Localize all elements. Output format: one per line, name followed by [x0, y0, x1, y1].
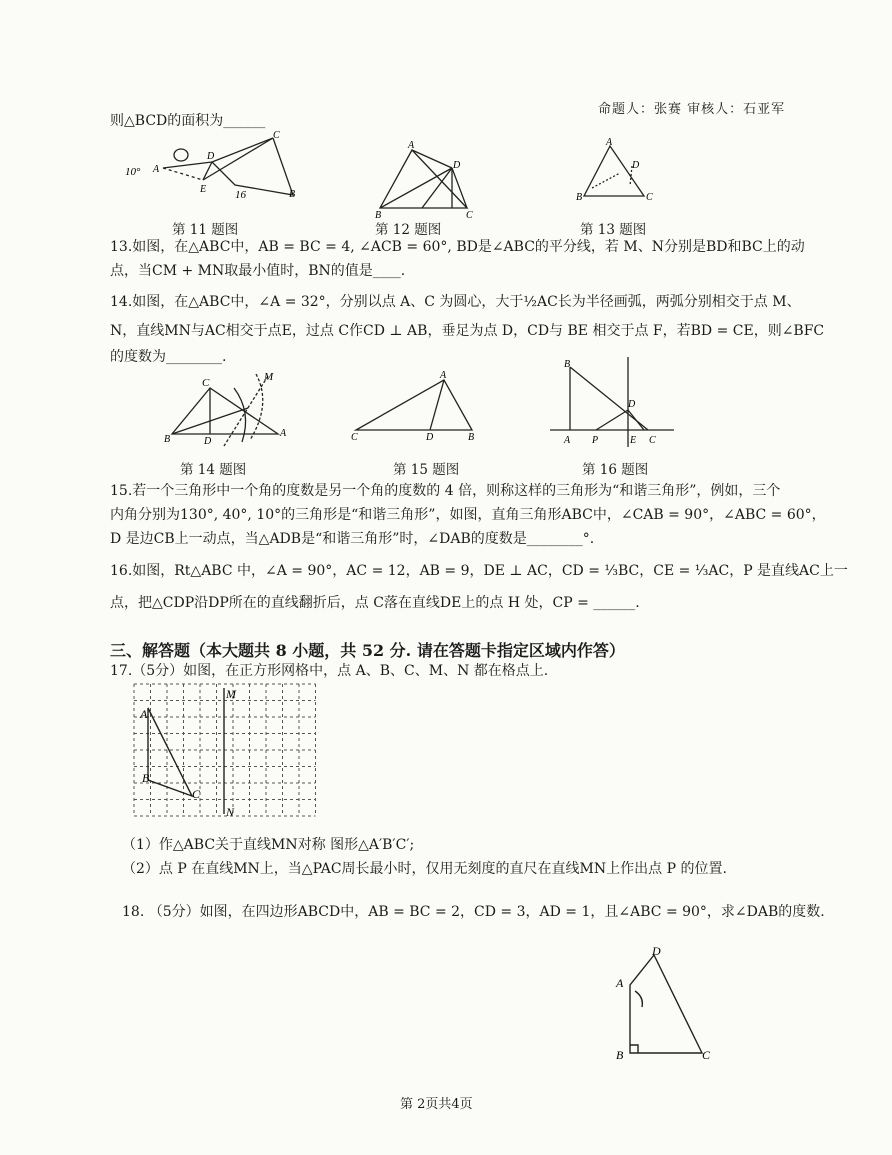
fig12-label-c: C	[466, 210, 473, 218]
fig13-seg1	[592, 173, 620, 188]
fig11-label-c: C	[273, 130, 280, 141]
fig16-de	[628, 410, 644, 430]
fig11-mark: 16	[235, 189, 246, 200]
fig16-label-p: P	[592, 435, 599, 446]
q13-line1: 13.如图，在△ABC中，AB = BC = 4, ∠ACB = 60°, BD是∠ABC的平分线，若 M、N分别是BD和BC上的动	[110, 239, 805, 255]
fig17-label-m: M	[226, 687, 236, 701]
fig18-quadrilateral	[630, 955, 702, 1053]
q14-line3: 的度数为________.	[110, 349, 227, 365]
fig17-label-a: A	[140, 707, 148, 721]
fig12-ad	[412, 150, 452, 168]
fig12-triangle	[380, 150, 467, 208]
q15-line3: D 是边CB上一动点，当△ADB是“和谐三角形”时，∠DAB的度数是________°.	[110, 531, 595, 547]
q17-line1: 17.（5分）如图，在正方形网格中，点 A、B、C、M、N 都在格点上.	[110, 663, 549, 679]
fig13-label-b: B	[576, 192, 583, 203]
fig11-ae	[163, 168, 203, 180]
figure-11	[115, 130, 315, 200]
fig18-label-b: B	[616, 1048, 624, 1062]
fig11-quad	[212, 138, 293, 195]
fig15-label-d: D	[426, 432, 434, 443]
caption-16: 第 16 题图	[582, 462, 649, 478]
fig17-label-b: B	[142, 771, 150, 785]
fig11-angle: 10°	[125, 166, 141, 178]
fig14-label-d: D	[204, 436, 212, 447]
fig14-label-c: C	[202, 377, 210, 389]
fig12-label-d: D	[453, 160, 461, 171]
fig15-triangle	[356, 380, 472, 430]
fig16-label-a: A	[564, 435, 571, 446]
q13-line2: 点，当CM + MN取最小值时，BN的值是____.	[110, 263, 406, 279]
fig17-label-n: N	[226, 805, 235, 819]
fig18-right-angle	[630, 1045, 638, 1053]
fig14-mn	[224, 376, 268, 446]
fig13-label-c: C	[646, 192, 653, 203]
caption-11: 第 11 题图	[172, 222, 239, 238]
figure-14	[160, 368, 290, 448]
q16-line1: 16.如图，Rt△ABC 中，∠A = 90°，AC = 12，AB = 9，DE ⊥ AC，CD = ⅓BC，CE = ⅓AC，P 是直线AC上一	[110, 563, 848, 579]
figure-16	[548, 355, 678, 450]
fig18-label-c: C	[702, 1048, 711, 1062]
q15-line1: 15.若一个三角形中一个角的度数是另一个角的度数的 4 倍，则称这样的三角形为“和谐三角形”，例如，三个	[110, 483, 781, 499]
q14-line2: N，直线MN与AC相交于点E，过点 C作CD ⊥ AB，垂足为点 D，CD与 BE 相交于点 F，若BD = CE，则∠BFC	[110, 323, 825, 339]
fig15-label-a: A	[440, 370, 447, 381]
page-footer: 第 2页共4页	[400, 1097, 473, 1112]
fig15-label-c: C	[351, 432, 358, 443]
caption-13: 第 13 题图	[580, 222, 647, 238]
q11-continuation: 则△BCD的面积为______	[110, 113, 266, 129]
fig11-label-b: B	[289, 189, 296, 200]
q16-line2: 点，把△CDP沿DP所在的直线翻折后，点 C落在直线DE上的点 H 处，CP = ______.	[110, 595, 640, 611]
fig11-ad	[163, 162, 212, 168]
fig14-label-a: A	[280, 428, 287, 439]
figure-13	[572, 138, 662, 208]
caption-14: 第 14 题图	[180, 462, 247, 478]
fig15-label-b: B	[468, 432, 475, 443]
fig12-dc	[452, 168, 467, 208]
fig11-label-e: E	[200, 184, 207, 195]
fig13-triangle	[584, 146, 644, 196]
fig16-label-c: C	[649, 435, 656, 446]
q18-text: 18. （5分）如图，在四边形ABCD中，AB = BC = 2，CD = 3，AD = 1，且∠ABC = 90°，求∠DAB的度数.	[122, 904, 825, 920]
fig18-angle-mark	[635, 991, 642, 1007]
q17-part1: （1）作△ABC关于直线MN对称 图形△A′B′C′;	[122, 837, 415, 853]
figure-18	[608, 945, 718, 1065]
figure-17-grid	[128, 680, 318, 820]
fig14-label-m: M	[264, 371, 274, 383]
figure-15	[350, 370, 485, 445]
figure-12	[370, 138, 480, 218]
fig18-label-d: D	[652, 945, 661, 958]
fig12-label-a: A	[408, 140, 415, 151]
fig13-label-d: D	[632, 160, 640, 171]
fig14-label-b: B	[164, 434, 171, 445]
fig13-label-a: A	[606, 138, 613, 148]
fig16-dp	[596, 410, 628, 430]
fig12-label-b: B	[375, 210, 382, 218]
caption-12: 第 12 题图	[375, 222, 442, 238]
credits: 命题人：张赛 审核人：石亚军	[598, 102, 786, 117]
fig11-label-a: A	[153, 164, 160, 175]
q15-line2: 内角分别为130°, 40°, 10°的三角形是“和谐三角形”，如图，直角三角形ABC中，∠CAB = 90°，∠ABC = 60°，	[110, 507, 826, 523]
fig14-arc2	[250, 374, 263, 440]
fig16-label-b: B	[564, 359, 571, 370]
caption-15: 第 15 题图	[393, 462, 460, 478]
fig16-label-d: D	[628, 399, 636, 410]
fig17-label-c: C	[192, 787, 201, 801]
section-3-heading: 三、解答题（本大题共 8 小题，共 52 分. 请在答题卡指定区域内作答）	[110, 641, 625, 660]
fig16-label-e: E	[630, 435, 637, 446]
fig11-scribble	[174, 149, 188, 161]
q17-part2: （2）点 P 在直线MN上，当△PAC周长最小时，仅用无刻度的直尺在直线MN上作出点 P 的位置.	[122, 861, 727, 877]
fig18-label-a: A	[616, 976, 624, 990]
q14-line1: 14.如图，在△ABC中，∠A = 32°，分别以点 A、C 为圆心，大于½AC长为半径画弧，两弧分别相交于点 M、	[110, 294, 801, 310]
fig11-label-d: D	[207, 151, 215, 162]
